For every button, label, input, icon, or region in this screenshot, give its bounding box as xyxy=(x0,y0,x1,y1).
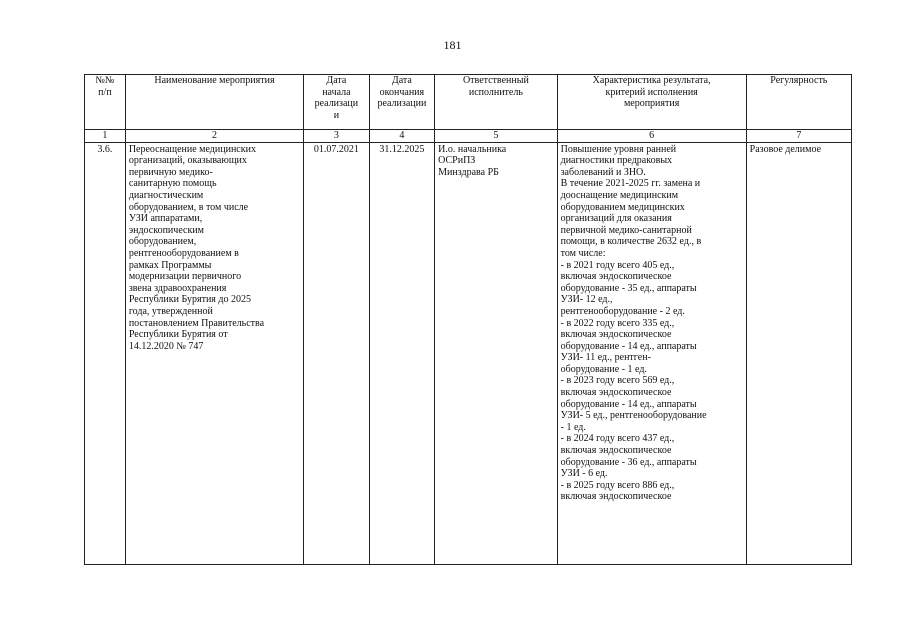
column-number: 7 xyxy=(746,130,851,143)
row-measure-name: Переоснащение медицинских организаций, оказывающих первичную медико- санитарную помощь диагностическим оборудованием, в том числе УЗИ аппаратами, эндоскопическим оборудованием, рентгенооборудованием в рамках Программы модернизации первичного звена здравоохранения Республики Бурятия до 2025 года, утвержденной постановлением Правительства Республики Бурятия от 14.12.2020 № 747 xyxy=(125,142,303,564)
page-number: 181 xyxy=(443,38,462,52)
row-start-date: 01.07.2021 xyxy=(304,142,370,564)
table-row xyxy=(85,142,852,564)
row-num: 3.6. xyxy=(85,142,126,564)
table-header-row xyxy=(85,75,852,130)
column-numbers-row xyxy=(85,130,852,143)
column-number: 1 xyxy=(85,130,126,143)
column-number: 4 xyxy=(369,130,435,143)
row-result: Повышение уровня ранней диагностики предраковых заболеваний и ЗНО. В течение 2021-2025 гг. замена и дооснащение медицинским оборудованием медицинских организаций для оказания первичной медико-санитарной помощи, в количестве 2632 ед., в том числе: - в 2021 году всего 405 ед., включая эндоскопическое оборудование - 35 ед., аппараты УЗИ- 12 ед., рентгенооборудование - 2 ед. - в 2022 году всего 335 ед., включая эндоскопическое оборудование - 14 ед., аппараты УЗИ- 11 ед., рентген- оборудование - 1 ед. - в 2023 году всего 569 ед., включая эндоскопическое оборудование - 14 ед., аппараты УЗИ- 5 ед., рентгенооборудование - 1 ед. - в 2024 году всего 437 ед., включая эндоскопическое оборудование - 36 ед., аппараты УЗИ - 6 ед. - в 2025 году всего 886 ед., включая эндоскопическое xyxy=(557,142,746,564)
header-result: Характеристика результата, критерий исполнения мероприятия xyxy=(557,75,746,130)
header-name: Наименование мероприятия xyxy=(125,75,303,130)
column-number: 6 xyxy=(557,130,746,143)
header-responsible: Ответственный исполнитель xyxy=(435,75,557,130)
header-start-date: Дата начала реализаци и xyxy=(304,75,370,130)
column-number: 5 xyxy=(435,130,557,143)
row-regularity: Разовое делимое xyxy=(746,142,851,564)
row-responsible: И.о. начальника ОСРиПЗ Минздрава РБ xyxy=(435,142,557,564)
column-number: 2 xyxy=(125,130,303,143)
header-num: №№ п/п xyxy=(85,75,126,130)
header-regularity: Регулярность xyxy=(746,75,851,130)
measures-table xyxy=(84,74,852,565)
header-end-date: Дата окончания реализации xyxy=(369,75,435,130)
column-number: 3 xyxy=(304,130,370,143)
row-end-date: 31.12.2025 xyxy=(369,142,435,564)
